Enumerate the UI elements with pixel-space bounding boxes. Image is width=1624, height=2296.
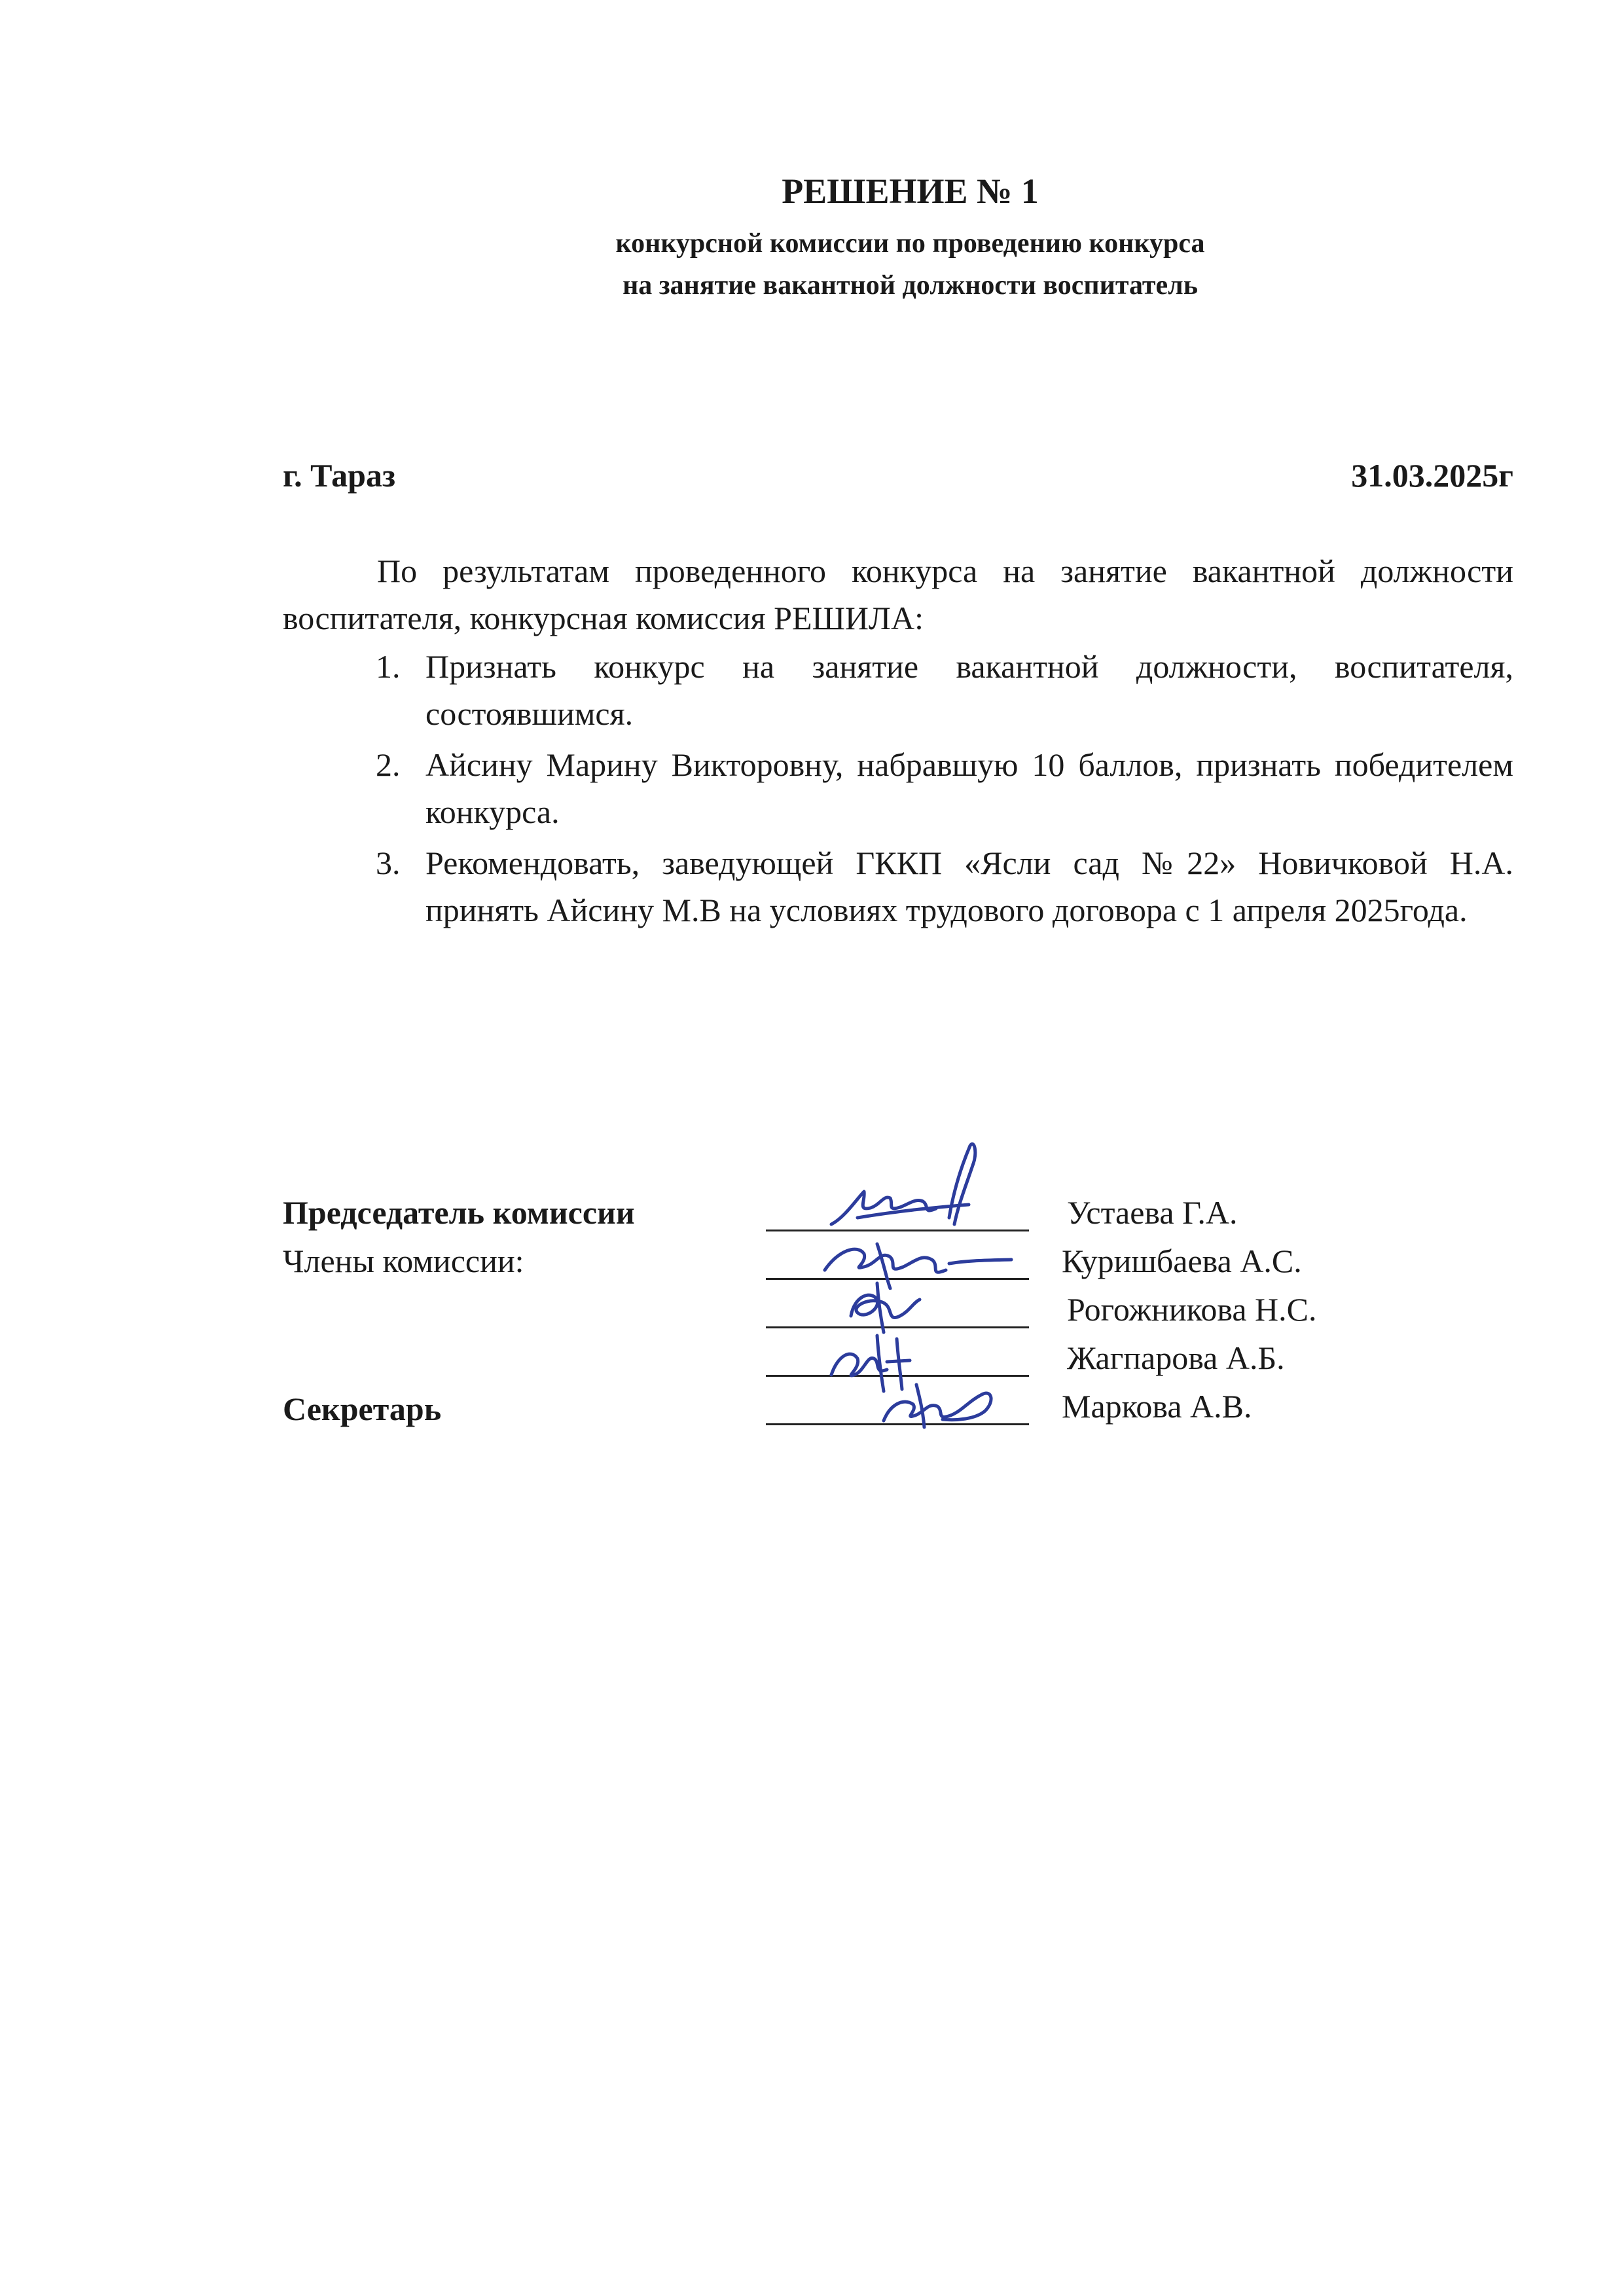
document-date: 31.03.2025г [1351, 457, 1513, 494]
decision-list [283, 643, 1513, 934]
item-text: Рекомендовать, заведующей ГККП «Ясли сад №22» Новичковой Н.А. принять Айсину М.В на условиях трудового договора с 1 апреля 2025года. [425, 845, 1513, 928]
member-name: Куришбаева А.С. [1062, 1243, 1302, 1279]
decision-intro: По результатам проведенного конкурса на занятие вакантной должности воспитателя, конкурсная комиссия РЕШИЛА: [283, 553, 1513, 636]
secretary-label: Секретарь [283, 1391, 442, 1427]
member-name: Рогожникова Н.С. [1067, 1291, 1317, 1328]
member-2-signature-icon [838, 1277, 936, 1336]
decision-body [283, 547, 1513, 938]
secretary-name: Маркова А.В. [1062, 1388, 1252, 1425]
decision-item [376, 839, 1513, 934]
item-number: 2. [376, 746, 401, 783]
city: г. Тараз [283, 457, 396, 494]
secretary-signature-icon [877, 1375, 1001, 1434]
item-text: Признать конкурс на занятие вакантной должности, воспитателя, состоявшимся. [425, 648, 1513, 732]
chair-name: Устаева Г.А. [1067, 1194, 1238, 1231]
item-number: 1. [376, 648, 401, 685]
chair-label: Председатель комиссии [283, 1194, 635, 1231]
chair-signature-icon [818, 1139, 988, 1237]
document-title: РЕШЕНИЕ № 1 [782, 172, 1039, 211]
decision-item [376, 643, 1513, 737]
member-name: Жагпарова А.Б. [1067, 1339, 1285, 1376]
item-text: Айсину Марину Викторовну, набравшую 10 баллов, признать победителем конкурса. [425, 746, 1513, 830]
subtitle-line-1: конкурсной комиссии по проведению конкурса [615, 228, 1205, 259]
decision-item [376, 741, 1513, 835]
subtitle-line-2: на занятие вакантной должности воспитатель [623, 270, 1198, 301]
document-subtitle [0, 223, 1624, 306]
item-number: 3. [376, 845, 401, 881]
place-date-line [283, 456, 1513, 495]
members-label: Члены комиссии: [283, 1243, 524, 1279]
